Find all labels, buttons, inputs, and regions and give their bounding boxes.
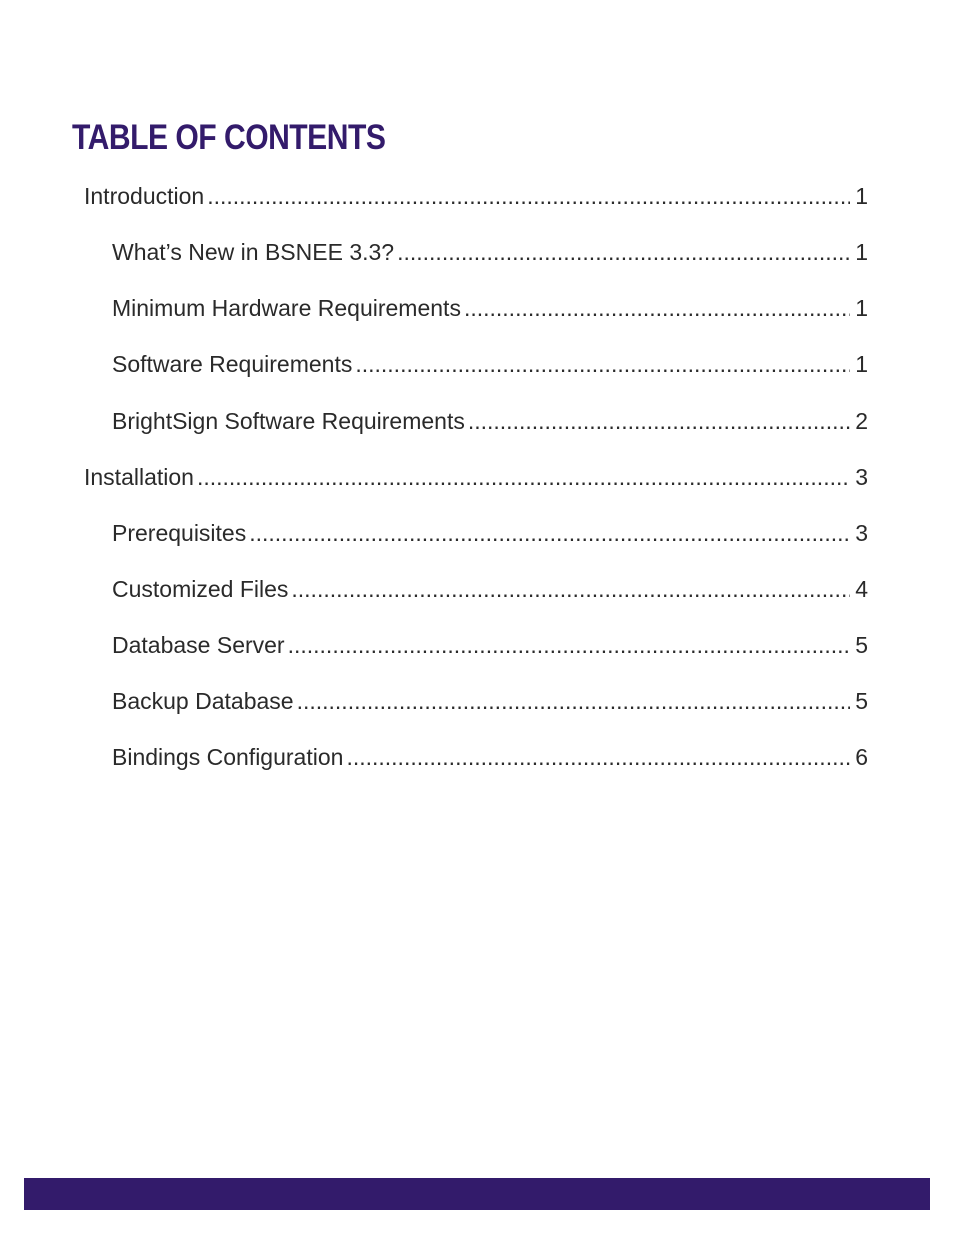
toc-entry-software-requirements[interactable] xyxy=(112,349,868,379)
toc-dot-leader xyxy=(291,574,850,604)
toc-page-number: 5 xyxy=(855,688,868,714)
toc-page-number: 5 xyxy=(855,632,868,658)
toc-page-number: 1 xyxy=(855,351,868,377)
toc-dot-leader xyxy=(197,462,850,492)
toc-page-number: 6 xyxy=(855,744,868,770)
toc-dot-leader xyxy=(249,518,850,548)
toc-entry-label: Backup Database xyxy=(112,688,294,714)
toc-dot-leader xyxy=(355,349,850,379)
toc-page-number: 4 xyxy=(855,576,868,602)
toc-entry-label: Customized Files xyxy=(112,576,289,602)
toc-page-number: 1 xyxy=(855,239,868,265)
toc-entry-label: Installation xyxy=(84,464,194,490)
toc-entry-label: What’s New in BSNEE 3.3? xyxy=(112,239,395,265)
footer-bar xyxy=(24,1178,930,1210)
toc-entry-label: Prerequisites xyxy=(112,520,247,546)
toc-entry-label: Introduction xyxy=(84,183,205,209)
toc-entry-brightsign-software-requirements[interactable] xyxy=(112,406,868,436)
toc-entry-label: Bindings Configuration xyxy=(112,744,344,770)
toc-dot-leader xyxy=(297,686,850,716)
toc-entry-installation[interactable] xyxy=(84,462,868,492)
toc-entry-minimum-hardware-requirements[interactable] xyxy=(112,293,868,323)
toc-page-number: 1 xyxy=(855,183,868,209)
toc-entry-prerequisites[interactable] xyxy=(112,518,868,548)
toc-dot-leader xyxy=(346,742,850,772)
toc-entry-label: Database Server xyxy=(112,632,285,658)
toc-dot-leader xyxy=(397,237,850,267)
toc-entry-introduction[interactable] xyxy=(84,181,868,211)
toc-entry-database-server[interactable] xyxy=(112,630,868,660)
page-title: TABLE OF CONTENTS xyxy=(72,118,386,157)
toc-dot-leader xyxy=(464,293,850,323)
toc-dot-leader xyxy=(468,406,850,436)
toc-dot-leader xyxy=(288,630,850,660)
toc-entry-bindings-configuration[interactable] xyxy=(112,742,868,772)
toc-entry-whats-new[interactable] xyxy=(112,237,868,267)
toc-entry-customized-files[interactable] xyxy=(112,574,868,604)
toc-entry-label: Software Requirements xyxy=(112,351,353,377)
toc-entry-backup-database[interactable] xyxy=(112,686,868,716)
toc-page-number: 3 xyxy=(855,520,868,546)
toc-page-number: 3 xyxy=(855,464,868,490)
toc-page-number: 1 xyxy=(855,295,868,321)
toc-page-number: 2 xyxy=(855,408,868,434)
toc-dot-leader xyxy=(207,181,850,211)
toc-entry-label: BrightSign Software Requirements xyxy=(112,408,465,434)
toc-entry-label: Minimum Hardware Requirements xyxy=(112,295,461,321)
